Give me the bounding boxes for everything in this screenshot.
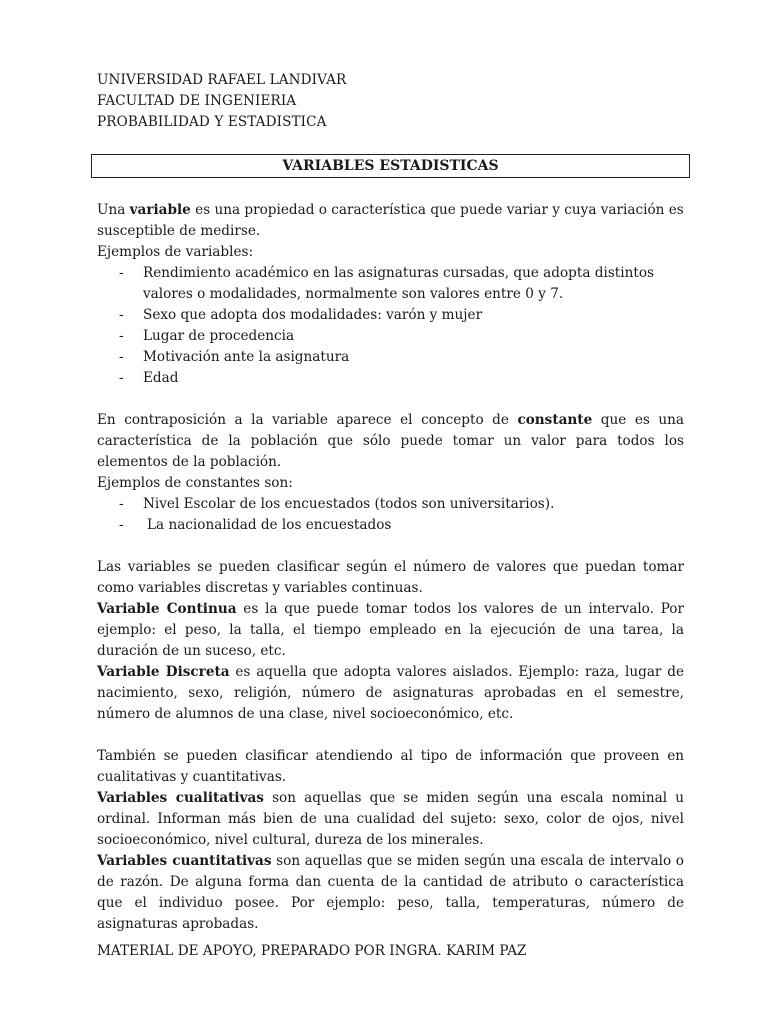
continuous-term: Variable Continua [97,601,237,617]
constant-examples-list [97,494,684,536]
constant-post: que es una característica de la población que sólo puede tomar un valor para todos los elementos de la población. [97,412,684,470]
document-title [91,154,690,178]
faculty-name: FACULTAD DE INGENIERIA [97,93,297,109]
classification-paragraph-1: Las variables se pueden clasificar según el número de valores que puedan tomar como variables discretas y variables continuas. [97,559,684,596]
examples-label: Ejemplos de variables: [97,244,254,260]
list-item: - Sexo que adopta dos modalidades: varón y mujer [97,305,684,326]
variable-examples-list [97,263,684,389]
document-footer: MATERIAL DE APOYO, PREPARADO POR INGRA. KARIM PAZ [97,943,527,959]
document-title-text: VARIABLES ESTADISTICAS [282,158,499,174]
intro-post: es una propiedad o característica que puede variar y cuya variación es susceptible de medirse. [97,202,684,239]
discrete-variable-paragraph [97,662,684,725]
quantitative-term: Variables cuantitativas [97,853,272,869]
continuous-post: es la que puede tomar todos los valores de un intervalo. Por ejemplo: el peso, la talla, el tiempo empleado en la ejecución de una tarea, la duración de un suceso, etc. [97,601,684,659]
document-body [97,200,684,935]
qualitative-term: Variables cualitativas [97,790,264,806]
document-header [97,70,346,133]
intro-paragraph [97,200,684,242]
constant-term: constante [517,412,593,428]
list-item: - La nacionalidad de los encuestados [97,515,684,536]
discrete-term: Variable Discreta [97,664,230,680]
constant-paragraph [97,410,684,473]
university-name: UNIVERSIDAD RAFAEL LANDIVAR [97,72,347,88]
course-name: PROBABILIDAD Y ESTADISTICA [97,114,327,130]
list-item: - Rendimiento académico en las asignaturas cursadas, que adopta distintos valores o modalidades, normalmente son valores entre 0 y 7. [97,263,684,305]
constants-label: Ejemplos de constantes son: [97,475,293,491]
list-item: - Edad [97,368,684,389]
quantitative-post: son aquellas que se miden según una escala de intervalo o de razón. De alguna forma dan cuenta de la cantidad de atributo o característica que el individuo posee. Por ejemplo: peso, talla, temperaturas, número de asignaturas aprobadas. [97,853,684,932]
discrete-post: es aquella que adopta valores aislados. Ejemplo: raza, lugar de nacimiento, sexo, religión, número de asignaturas aprobadas en el semestre, número de alumnos de una clase, nivel socioeconómico, etc. [97,664,684,722]
intro-term: variable [129,202,191,218]
list-item: - Lugar de procedencia [97,326,684,347]
intro-pre: Una [97,202,130,218]
qualitative-variable-paragraph [97,788,684,851]
classification-paragraph-2: También se pueden clasificar atendiendo al tipo de información que proveen en cualitativas y cuantitativas. [97,748,684,785]
qualitative-post: son aquellas que se miden según una escala nominal u ordinal. Informan más bien de una cualidad del sujeto: sexo, color de ojos, nivel socioeconómico, nivel cultural, dureza de los minerales. [97,790,684,848]
quantitative-variable-paragraph [97,851,684,935]
list-item: - Nivel Escolar de los encuestados (todos son universitarios). [97,494,684,515]
continuous-variable-paragraph [97,599,684,662]
constant-pre: En contraposición a la variable aparece el concepto de [97,412,518,428]
list-item: - Motivación ante la asignatura [97,347,684,368]
